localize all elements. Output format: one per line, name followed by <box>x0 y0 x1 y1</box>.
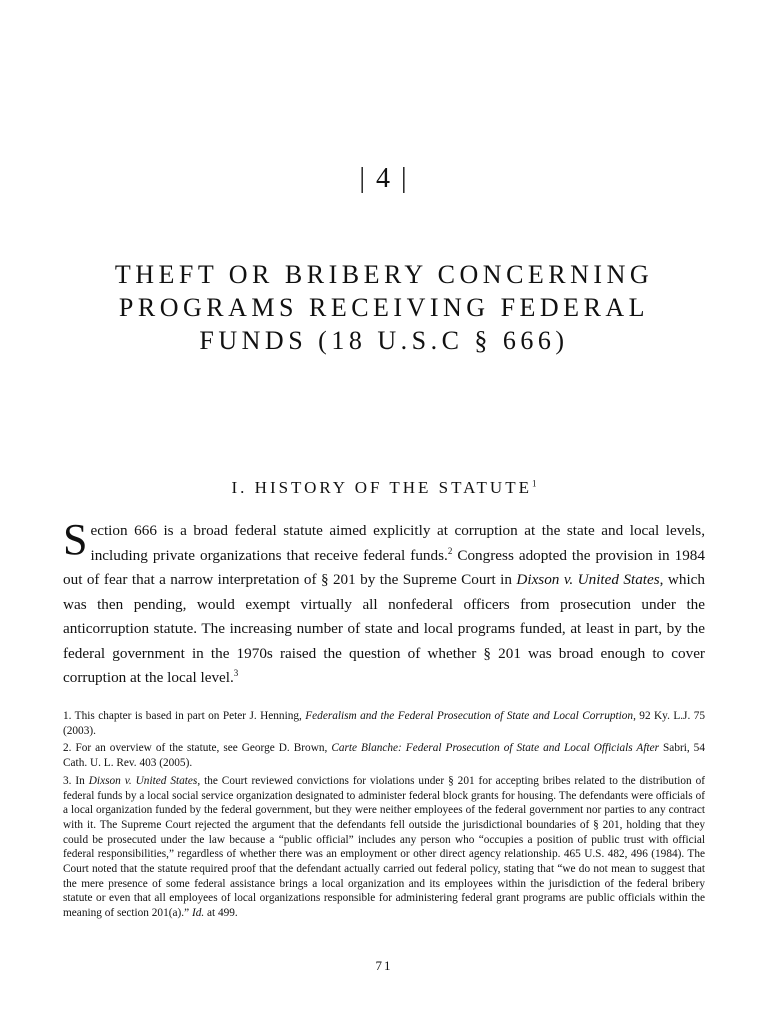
footnote-ref: 3 <box>233 667 239 678</box>
footnote-text: 2. For an overview of the statute, see George D. Brown, <box>63 742 332 755</box>
footnote-2 <box>63 741 705 770</box>
footnote-3 <box>63 774 705 921</box>
chapter-title <box>40 258 728 357</box>
footnote-text: , 92 Ky. L.J. 75 (2003). <box>63 710 705 737</box>
footnote-ref: 2 <box>447 545 453 556</box>
footnote-1 <box>63 709 705 738</box>
chapter-title-line: THEFT OR BRIBERY CONCERNING <box>114 260 654 289</box>
chapter-title-line: FUNDS (18 U.S.C § 666) <box>199 326 569 355</box>
body-text-run: Congress adopted the provision in 1984 out of fear that a narrow interpretation of § 201 by the Supreme Court in <box>63 546 705 588</box>
citation-title: Carte Blanche: Federal Prosecution of State and Local Officials After <box>331 742 660 755</box>
page-number: 71 <box>375 958 393 973</box>
body-text-run: , which was then pending, would exempt virtually all nonfederal officers from prosecution under the anticorruption statute. The increasing number of state and local programs funded, at least in part, by the federal government in the 1970s raised the question of whether § 201 was broad enough to cover corruption at the local level. <box>63 571 705 686</box>
drop-cap: S <box>63 515 88 564</box>
case-name: Dixson v. United States <box>516 571 660 588</box>
footnote-text: at 499. <box>204 907 238 920</box>
chapter-number: | 4 | <box>359 163 409 194</box>
case-name: Dixson v. United States <box>88 774 198 787</box>
section-heading-text: I. HISTORY OF THE STATUTE <box>231 478 532 497</box>
footnote-text: 3. In <box>63 774 89 787</box>
footnote-text: 1. This chapter is based in part on Peter J. Henning, <box>63 710 306 722</box>
body-text-run: ection 666 is a broad federal statute aimed explicitly at corruption at the state and local levels, including private organizations that receive federal funds. <box>90 522 705 564</box>
body-paragraph <box>63 515 705 691</box>
footnote-text: , the Court reviewed convictions for violations under § 201 for accepting bribes related to the distribution of federal funds by a local social service organization designated to administer federal block grants for housing. The defendants were officials of a local organization funded by the federal government, but they were neither employees of the federal government nor parties to any contract with it. The Supreme Court rejected the argument that the defendants fell outside the jurisdictional boundaries of § 201, holding that they could be prosecuted under the law because a “public official” includes any person who “occupies a position of public trust with official federal responsibilities,” regardless of whether there was an employment or other direct agency relationship. 465 U.S. 482, 496 (1984). The Court noted that the statute required proof that the defendant actually carried out federal policy, stating that “we do not mean to suggest that the mere presence of some federal assistance brings a local organization and its employees within the jurisdiction of the federal bribery statute or even that all employees of local organizations responsible for administering federal grant programs are public officials within the meaning of section 201(a).” <box>63 774 705 920</box>
citation-title: Federalism and the Federal Prosecution of State and Local Corruption <box>305 710 634 722</box>
chapter-title-line: PROGRAMS RECEIVING FEDERAL <box>118 293 650 322</box>
footnote-ref: 1 <box>531 478 537 489</box>
citation-short: Id. <box>191 907 205 920</box>
footnotes <box>63 709 705 924</box>
footnote-text: Sabri, 54 Cath. U. L. Rev. 403 (2005). <box>63 742 705 770</box>
section-heading <box>0 478 768 498</box>
